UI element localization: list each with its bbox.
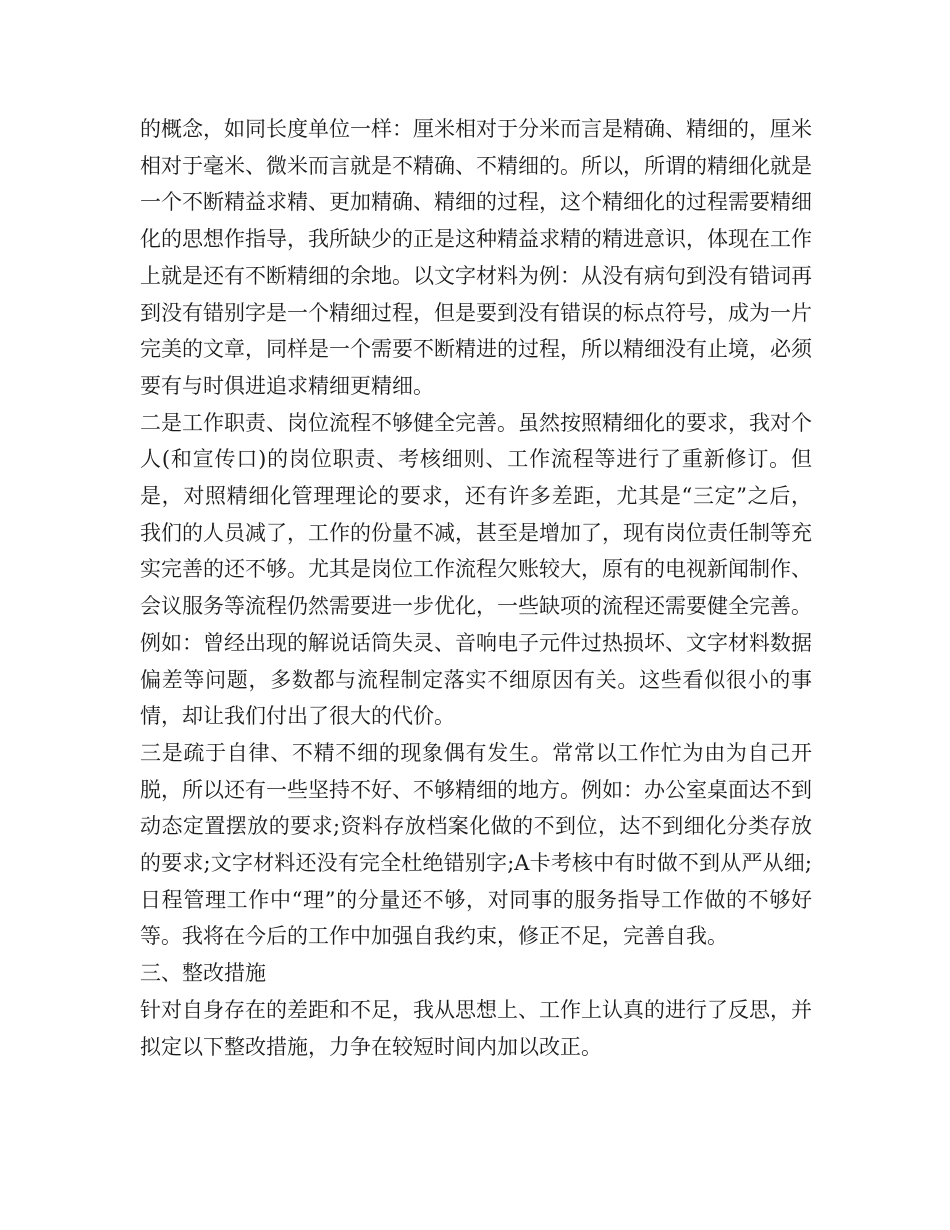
section-heading-rectification: 三、整改措施 <box>140 961 266 986</box>
paragraph-rectification-intro: 针对自身存在的差距和不足，我从思想上、工作上认真的进行了反思，并拟定以下整改措施，力争在较短时间内加以改正。 <box>140 997 812 1059</box>
paragraph-precision-concept: 的概念，如同长度单位一样：厘米相对于分米而言是精确、精细的，厘米相对于毫米、微米而言就是不精确、不精细的。所以，所谓的精细化就是一个不断精益求精、更加精确、精细的过程，这个精细化的过程需要精细化的思想作指导，我所缺少的正是这种精益求精的精进意识，体现在工作上就是还有不断精细的余地。以文字材料为例：从没有病句到没有错词再到没有错别字是一个精细过程，但是要到没有错误的标点符号，成为一片完美的文章，同样是一个需要不断精进的过程，所以精细没有止境，必须要有与时俱进追求精细更精细。 <box>140 117 812 398</box>
paragraph-self-discipline: 三是疏于自律、不精不细的现象偶有发生。常常以工作忙为由为自己开脱，所以还有一些坚持不好、不够精细的地方。例如：办公室桌面达不到动态定置摆放的要求;资料存放档案化做的不到位，达不到细化分类存放的要求;文字材料还没有完全杜绝错别字;A卡考核中有时做不到从严从细;日程管理工作中“理”的分量还不够，对同事的服务指导工作做的不够好等。我将在今后的工作中加强自我约束，修正不足，完善自我。 <box>140 740 812 949</box>
paragraph-job-duties: 二是工作职责、岗位流程不够健全完善。虽然按照精细化的要求，我对个人(和宣传口)的岗位职责、考核细则、工作流程等进行了重新修订。但是，对照精细化管理理论的要求，还有许多差距，尤其是“三定”之后，我们的人员减了，工作的份量不减，甚至是增加了，现有岗位责任制等充实完善的还不够。尤其是岗位工作流程欠账较大，原有的电视新闻制作、会议服务等流程仍然需要进一步优化，一些缺项的流程还需要健全完善。例如：曾经出现的解说话筒失灵、音响电子元件过热损坏、文字材料数据偏差等问题，多数都与流程制定落实不细原因有关。这些看似很小的事情，却让我们付出了很大的代价。 <box>140 410 812 729</box>
document-body <box>140 111 812 1065</box>
